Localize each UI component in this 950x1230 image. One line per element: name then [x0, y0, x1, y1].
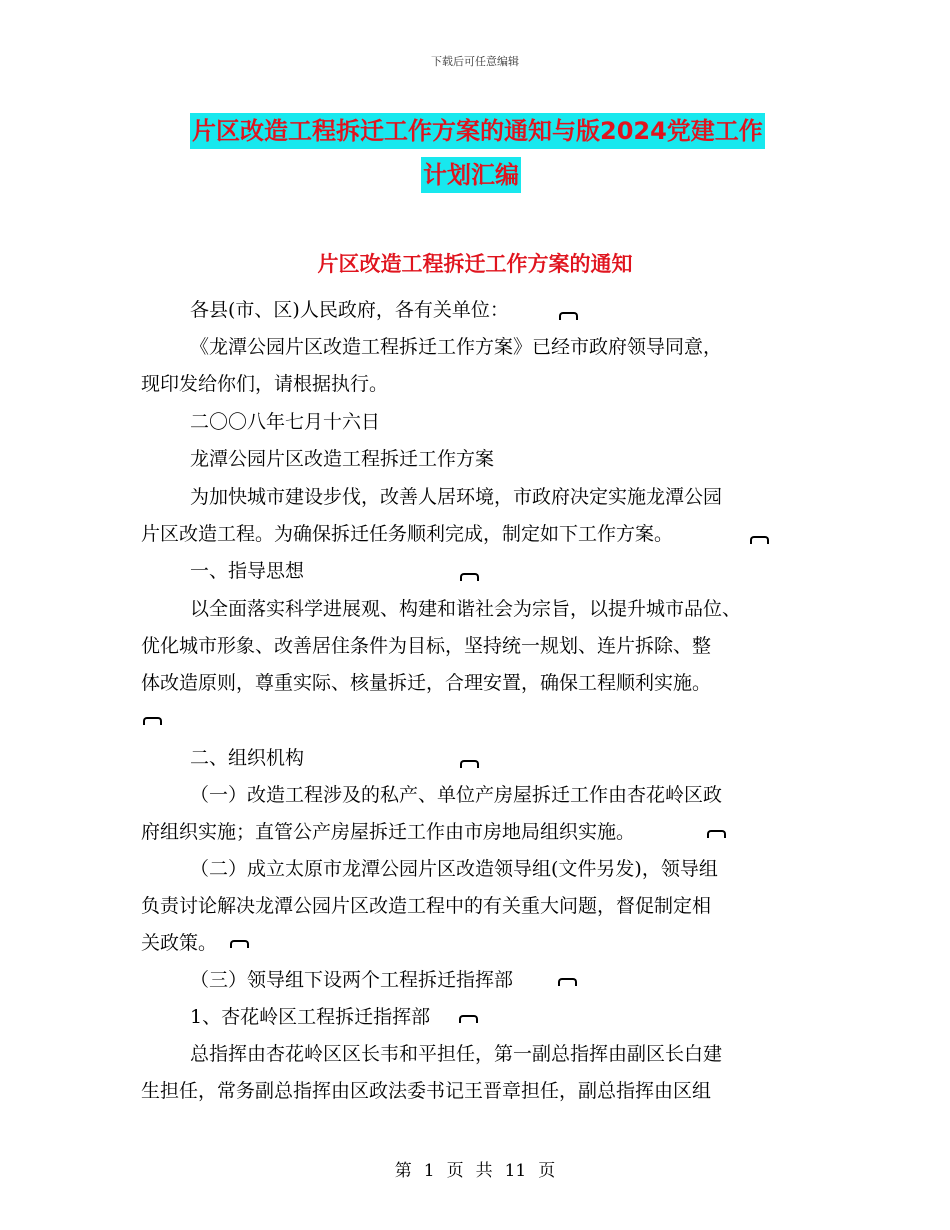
document-title-line-1: 片区改造工程拆迁工作方案的通知与版2024党建工作	[190, 113, 765, 149]
paragraph-mark-icon	[750, 536, 769, 544]
paragraph-mark-icon	[459, 1015, 478, 1023]
body-line: 体改造原则，尊重实际、核量拆迁，合理安置，确保工程顺利实施。	[141, 672, 712, 694]
body-line: 总指挥由杏花岭区区长韦和平担任，第一副总指挥由副区长白建	[190, 1043, 723, 1065]
paragraph-mark-icon	[558, 978, 577, 986]
paragraph-mark-icon	[559, 312, 578, 320]
body-line: 府组织实施；直管公产房屋拆迁工作由市房地局组织实施。	[141, 821, 636, 843]
paragraph-mark-icon	[460, 573, 479, 581]
body-line: （三）领导组下设两个工程拆迁指挥部	[190, 969, 514, 991]
body-line: （二）成立太原市龙潭公园片区改造领导组(文件另发)，领导组	[190, 858, 718, 880]
body-line: 《龙潭公园片区改造工程拆迁工作方案》已经市政府领导同意，	[190, 336, 723, 358]
body-line: 生担任，常务副总指挥由区政法委书记王晋章担任，副总指挥由区组	[141, 1080, 712, 1102]
body-line: 关政策。	[141, 932, 218, 954]
footer-total-prefix: 共	[475, 1161, 493, 1181]
body-line: 二〇〇八年七月十六日	[190, 411, 381, 433]
body-line: 二、组织机构	[190, 747, 305, 769]
paragraph-mark-icon	[707, 830, 726, 838]
page-footer	[0, 1156, 950, 1181]
body-line: 优化城市形象、改善居住条件为目标，坚持统一规划、连片拆除、整	[141, 635, 712, 657]
footer-page-word: 页	[446, 1161, 464, 1181]
document-title-line-2: 计划汇编	[421, 157, 521, 193]
body-line: 1、杏花岭区工程拆迁指挥部	[190, 1006, 431, 1028]
body-line: （一）改造工程涉及的私产、单位产房屋拆迁工作由杏花岭区政	[190, 784, 723, 806]
footer-suffix: 页	[538, 1161, 556, 1181]
body-line: 现印发给你们，请根据执行。	[141, 373, 389, 395]
body-line: 龙潭公园片区改造工程拆迁工作方案	[190, 448, 495, 470]
section-title: 片区改造工程拆迁工作方案的通知	[317, 252, 633, 276]
paragraph-mark-icon	[230, 940, 249, 948]
current-page-number: 1	[423, 1161, 435, 1181]
paragraph-mark-icon	[143, 717, 162, 725]
body-line: 各县(市、区)人民政府，各有关单位：	[190, 299, 509, 321]
body-line: 为加快城市建设步伐，改善人居环境，市政府决定实施龙潭公园	[190, 486, 723, 508]
header-note: 下载后可任意编辑	[431, 55, 519, 68]
body-line: 以全面落实科学进展观、构建和谐社会为宗旨，以提升城市品位、	[190, 598, 742, 620]
total-page-count: 11	[504, 1161, 527, 1181]
body-line: 片区改造工程。为确保拆迁任务顺利完成，制定如下工作方案。	[141, 523, 674, 545]
body-line: 一、指导思想	[190, 560, 305, 582]
paragraph-mark-icon	[460, 760, 479, 768]
footer-prefix: 第	[394, 1161, 412, 1181]
body-line: 负责讨论解决龙潭公园片区改造工程中的有关重大问题，督促制定相	[141, 895, 712, 917]
